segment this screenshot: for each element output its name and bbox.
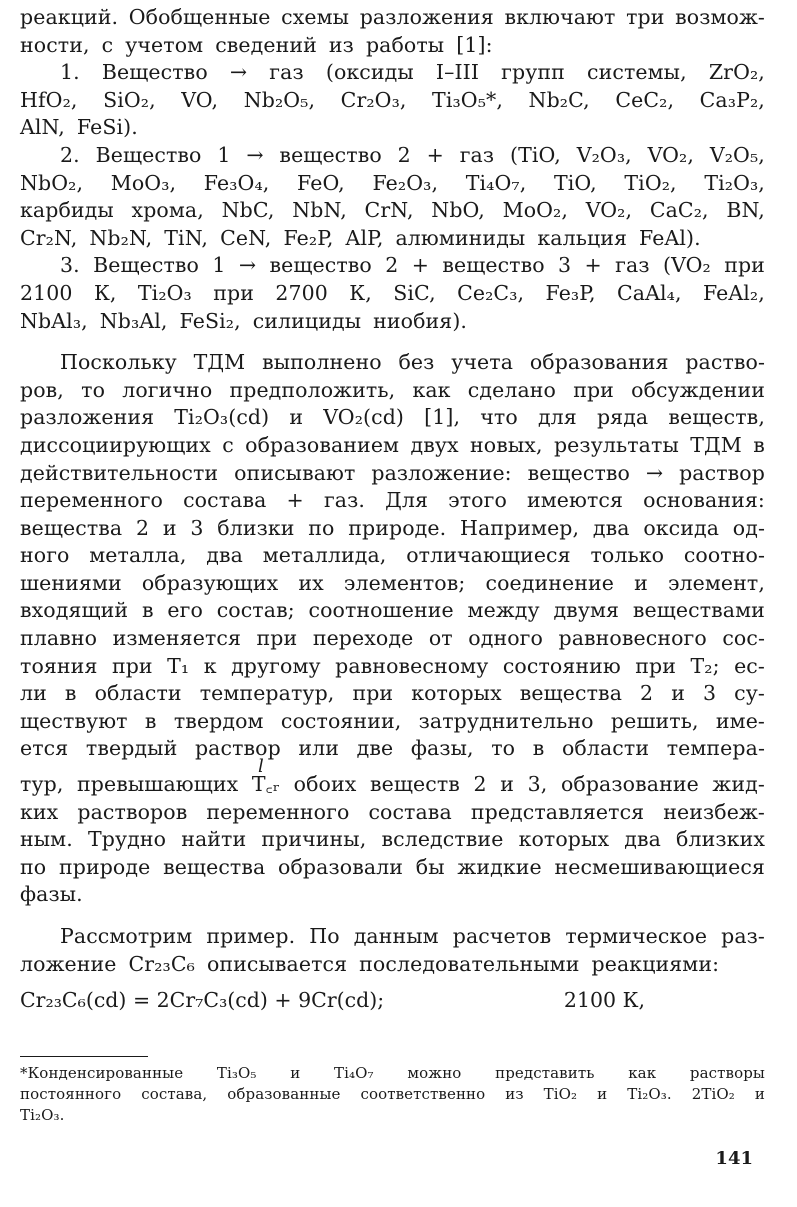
text-line: реакций. Обобщенные схемы разложения включают три возмож- — [20, 5, 765, 29]
text-line: HfO₂, SiO₂, VO, Nb₂O₅, Cr₂O₃, Ti₃O₅*, Nb₂C, CeC₂, Ca₃P₂, — [20, 87, 765, 112]
reaction-equation — [20, 988, 765, 1012]
footnote-line: постоянного состава, образованные соответственно из TiO₂ и Ti₂O₃. 2TiO₂ и — [20, 1085, 765, 1104]
text-line: Cr₂N, Nb₂N, TiN, CeN, Fe₂P, AlP, алюминиды кальция FeAl). — [20, 225, 701, 250]
main-text — [20, 4, 765, 978]
text-line: действительности описывают разложение: вещество → раствор — [20, 460, 765, 485]
text-line: входящий в его состав; соотношение между двумя веществами — [20, 598, 765, 623]
text-line: карбиды хрома, NbC, NbN, CrN, NbO, MoO₂, VO₂, CaC₂, BN, — [20, 198, 765, 223]
text-line: диссоциирующих с образованием двух новых, результаты ТДМ в — [20, 432, 765, 457]
text-line: 1. Вещество → газ (оксиды I–III групп системы, ZrO₂, — [60, 60, 765, 85]
text-line: ли в области температур, при которых вещества 2 и 3 су- — [20, 681, 765, 706]
text-line: разложения Ti₂O₃(cd) и VO₂(cd) [1], что для ряда веществ, — [20, 405, 765, 430]
page-body — [20, 4, 765, 1126]
text-line: ного металла, два металлида, отличающиеся только соотно- — [20, 543, 765, 568]
text-line: ности, с учетом сведений из работы [1]: — [20, 32, 493, 57]
footnote — [20, 1063, 765, 1126]
text-line: Рассмотрим пример. По данным расчетов термическое раз- — [60, 924, 765, 948]
text-line: вещества 2 и 3 близки по природе. Например, два оксида од- — [20, 515, 765, 540]
text-line: шениями образующих их элементов; соединение и элемент, — [20, 570, 765, 595]
page-number: 141 — [715, 1148, 753, 1169]
text-line: плавно изменяется при переходе от одного равновесного сос- — [20, 626, 765, 651]
text-line: 3. Вещество 1 → вещество 2 + вещество 3 + газ (VO₂ при — [60, 253, 765, 278]
text-line: ров, то логично предположить, как сделано при обсуждении — [20, 377, 765, 402]
text-line: переменного состава + газ. Для этого имеются основания: — [20, 488, 765, 513]
text-line: тур, превышающих T꜀ᵣ обоих веществ 2 и 3, образование жид- — [20, 772, 765, 797]
text-line: тояния при T₁ к другому равновесному состоянию при T₂; ес- — [20, 653, 765, 678]
text-line: фазы. — [20, 882, 83, 907]
equation-temperature: 2100 К, — [563, 988, 645, 1013]
text-line: 2. Вещество 1 → вещество 2 + газ (TiO, V₂O₃, VO₂, V₂O₅, — [60, 142, 765, 167]
text-line: AlN, FeSi). — [20, 115, 138, 140]
footnote-line: Ti₂O₃. — [20, 1106, 65, 1125]
text-line: NbO₂, MoO₃, Fe₃O₄, FeO, Fe₂O₃, Ti₄O₇, TiO, TiO₂, Ti₂O₃, — [20, 170, 765, 195]
text-line: ществуют в твердом состоянии, затруднительно решить, име- — [20, 708, 765, 733]
text-line: по природе вещества образовали бы жидкие несмешивающиеся — [20, 854, 765, 879]
text-line: NbAl₃, Nb₃Al, FeSi₂, силициды ниобия). — [20, 308, 468, 333]
footnote-divider — [20, 1056, 148, 1057]
equation-expression: Cr₂₃C₆(cd) = 2Cr₇C₃(cd) + 9Cr(cd); — [20, 988, 385, 1013]
text-line: 2100 К, Ti₂O₃ при 2700 К, SiC, Ce₂C₃, Fe₃P, CaAl₄, FeAl₂, — [20, 280, 765, 305]
text-line: ложение Cr₂₃C₆ описывается последовательными реакциями: — [20, 951, 720, 976]
text-line: ется твердый раствор или две фазы, то в области темпера- — [20, 736, 765, 761]
footnote-line: *Конденсированные Ti₃O₅ и Ti₄O₇ можно представить как растворы — [20, 1064, 765, 1083]
text-line: ным. Трудно найти причины, вследствие которых два близких — [20, 827, 765, 852]
stray-mark: l — [258, 756, 264, 777]
text-line: Поскольку ТДМ выполнено без учета образования раство- — [60, 350, 765, 375]
text-line: ких растворов переменного состава представляется неизбеж- — [20, 799, 765, 824]
